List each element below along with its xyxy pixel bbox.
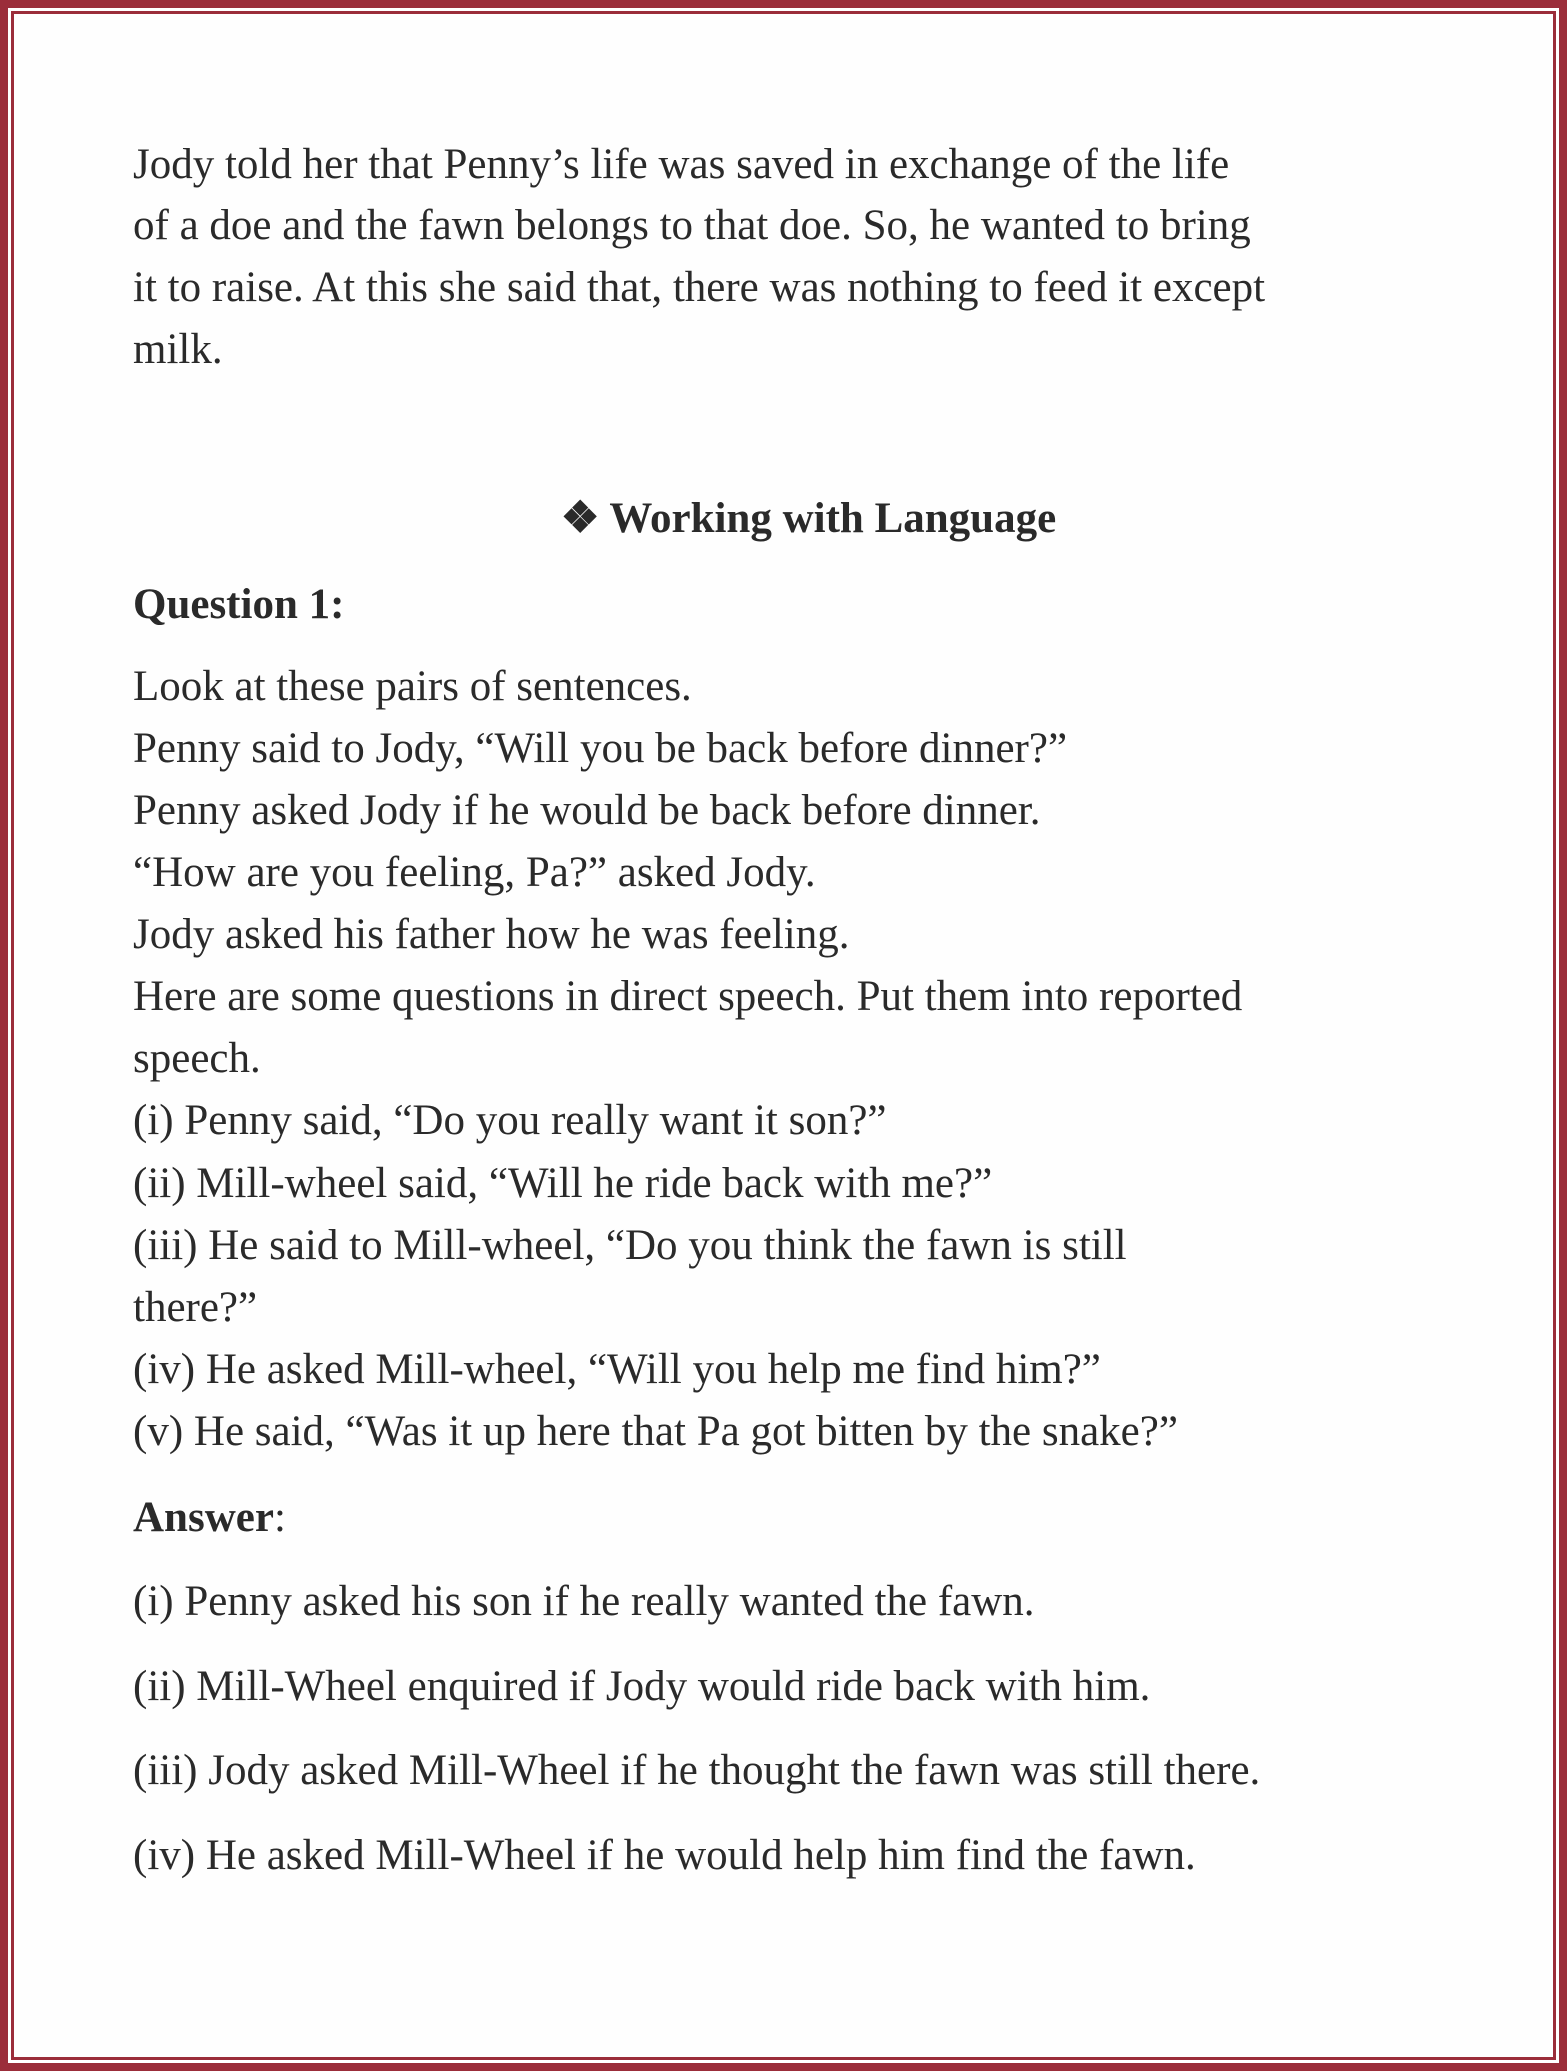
text-line: (ii) Mill-wheel said, “Will he ride back with me?” (133, 1160, 993, 1207)
text-line: Here are some questions in direct speech. Put them into reported (133, 973, 1243, 1020)
text-line: Penny asked Jody if he would be back before dinner. (133, 787, 1041, 834)
question-label: Question 1: (133, 581, 345, 628)
text-line: Penny said to Jody, “Will you be back before dinner?” (133, 725, 1068, 772)
text-line: milk. (133, 326, 223, 373)
answer-item: (i) Penny asked his son if he really wanted the fawn. (133, 1578, 1035, 1625)
answer-item: (ii) Mill-Wheel enquired if Jody would ride back with him. (133, 1663, 1151, 1710)
section-heading-text: Working with Language (609, 495, 1057, 542)
answer-item: (iii) Jody asked Mill-Wheel if he thought the fawn was still there. (133, 1747, 1261, 1794)
text-line: “How are you feeling, Pa?” asked Jody. (133, 849, 816, 896)
answer-colon: : (273, 1494, 286, 1541)
text-line: Jody told her that Penny’s life was saved in exchange of the life (133, 141, 1230, 188)
answer-label (133, 1487, 286, 1549)
text-line: (iii) He said to Mill-wheel, “Do you think the fawn is still (133, 1222, 1127, 1269)
text-line: of a doe and the fawn belongs to that doe. So, he wanted to bring (133, 202, 1251, 249)
diamond-cluster-icon: ❖ (560, 495, 600, 542)
section-heading (0, 488, 1567, 550)
text-line: there?” (133, 1284, 258, 1331)
text-line: Jody asked his father how he was feeling. (133, 911, 850, 958)
answer-label-text: Answer (133, 1494, 274, 1541)
answer-item: (iv) He asked Mill-Wheel if he would help him find the fawn. (133, 1832, 1196, 1879)
text-line: Look at these pairs of sentences. (133, 663, 692, 710)
text-line: it to raise. At this she said that, there was nothing to feed it except (133, 264, 1266, 311)
text-line: (iv) He asked Mill-wheel, “Will you help me find him?” (133, 1346, 1101, 1393)
text-line: (v) He said, “Was it up here that Pa got bitten by the snake?” (133, 1408, 1178, 1455)
text-line: speech. (133, 1035, 261, 1082)
text-line: (i) Penny said, “Do you really want it son?” (133, 1097, 887, 1144)
